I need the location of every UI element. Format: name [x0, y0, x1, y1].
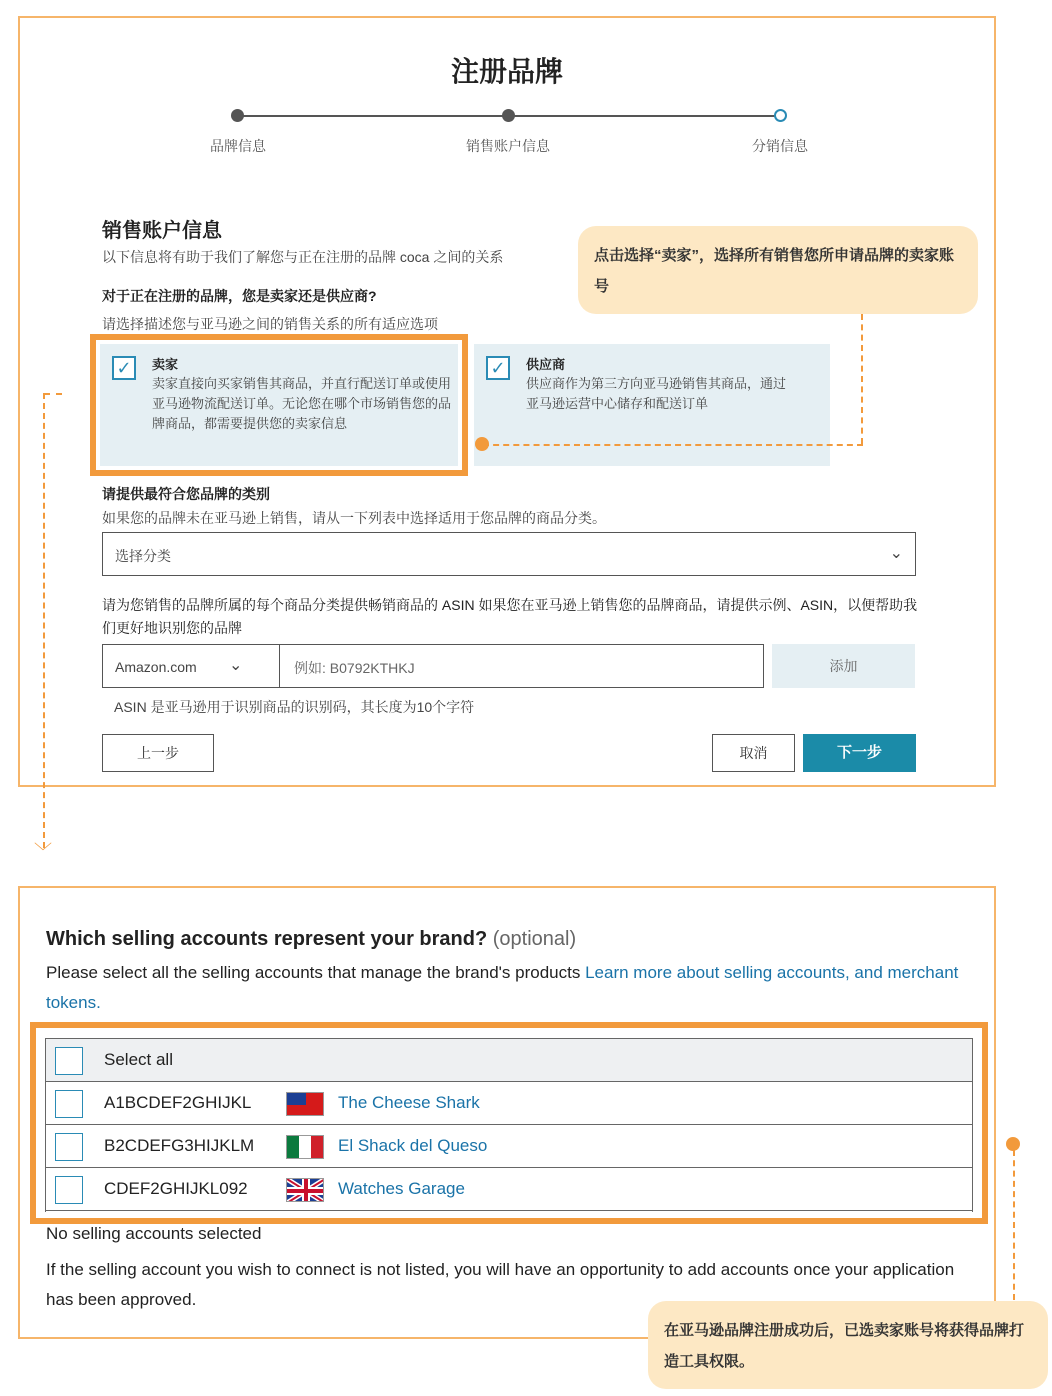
step-label: 销售账户信息 [466, 138, 550, 154]
category-select-value: 选择分类 [115, 548, 171, 564]
connector-line [861, 314, 863, 444]
selling-accounts-card [18, 886, 996, 1339]
chevron-down-icon: ⌄ [229, 657, 243, 674]
select-all-label: Select all [104, 1050, 173, 1069]
connector-dot [475, 437, 489, 451]
register-brand-card [18, 16, 996, 787]
step-dot-3 [774, 109, 787, 122]
account-checkbox[interactable] [55, 1133, 83, 1161]
back-button[interactable]: 上一步 [102, 734, 214, 772]
chevron-down-icon: ﹀ [34, 842, 52, 862]
learn-more-link[interactable]: Learn more about selling accounts, and merchant tokens. [46, 963, 959, 1012]
section-title: 销售账户信息 [102, 220, 222, 242]
connector-dot [1006, 1137, 1020, 1151]
vendor-option[interactable] [474, 344, 830, 466]
optional-label: (optional) [492, 928, 577, 950]
account-row[interactable] [46, 1082, 972, 1125]
chevron-down-icon: ⌄ [889, 545, 903, 562]
seller-desc: 卖家直接向买家销售其商品，并直行配送订单或使用亚马逊物流配送订单。无论您在哪个市场销售您的品牌商品，都需要提供您的卖家信息 [152, 376, 452, 431]
account-name-link[interactable]: Watches Garage [338, 1179, 465, 1198]
accounts-footer: If the selling account you wish to connect is not listed, you will have an opportunity to add accounts once your application has been approved. [46, 1260, 955, 1309]
accounts-heading: Which selling accounts represent your brand? (optional) [46, 928, 577, 950]
select-all-row[interactable] [46, 1039, 972, 1082]
step-dot-1 [231, 109, 244, 122]
account-id: CDEF2GHIJKL092 [104, 1179, 248, 1198]
connector-line [483, 444, 863, 446]
asin-help: ASIN 是亚马逊用于识别商品的识别码，其长度为10个字符 [114, 699, 475, 715]
category-label: 请提供最符合您品牌的类别 [102, 486, 270, 502]
account-id: B2CDEFG3HIJKLM [104, 1136, 255, 1155]
connector-line [1013, 1150, 1015, 1300]
account-row[interactable] [46, 1125, 972, 1168]
accounts-table [45, 1038, 973, 1212]
seller-title: 卖家 [152, 357, 179, 372]
connector-line [43, 393, 45, 848]
step-dot-2 [502, 109, 515, 122]
add-button[interactable]: 添加 [772, 644, 915, 688]
uk-flag-icon [286, 1178, 324, 1202]
step-label: 分销信息 [752, 138, 808, 154]
taiwan-flag-icon [286, 1092, 324, 1116]
asin-input[interactable]: 例如: B0792KTHKJ [279, 644, 764, 688]
accounts-desc: Please select all the selling accounts that manage the brand's products Learn more about selling accounts, and merchant tokens. [46, 963, 959, 1012]
next-button[interactable]: 下一步 [803, 734, 916, 772]
vendor-title: 供应商 [526, 357, 566, 372]
select-all-checkbox[interactable] [55, 1047, 83, 1075]
account-row[interactable] [46, 1168, 972, 1211]
category-select[interactable] [102, 532, 916, 576]
seller-checkbox[interactable]: ✓ [112, 356, 136, 380]
connector-line [44, 393, 62, 395]
account-name-link[interactable]: El Shack del Queso [338, 1136, 488, 1155]
mexico-flag-icon [286, 1135, 324, 1159]
annotation-note: 点击选择“卖家”，选择所有销售您所申请品牌的卖家账号 [578, 226, 978, 314]
vendor-desc: 供应商作为第三方向亚马逊销售其商品，通过亚马逊运营中心储存和配送订单 [526, 376, 787, 411]
category-hint: 如果您的品牌未在亚马逊上销售，请从一下列表中选择适用于您品牌的商品分类。 [102, 510, 606, 526]
page-title: 注册品牌 [450, 56, 563, 87]
question-hint: 请选择描述您与亚马逊之间的销售关系的所有适应选项 [102, 316, 438, 332]
vendor-checkbox[interactable]: ✓ [486, 356, 510, 380]
selection-status: No selling accounts selected [46, 1224, 262, 1243]
seller-option[interactable] [100, 344, 458, 466]
cancel-button[interactable]: 取消 [712, 734, 795, 772]
section-desc: 以下信息将有助于我们了解您与正在注册的品牌 coca 之间的关系 [102, 249, 504, 265]
account-name-link[interactable]: The Cheese Shark [338, 1093, 480, 1112]
asin-label: 请为您销售的品牌所属的每个商品分类提供畅销商品的 ASIN 如果您在亚马逊上销售您的品牌商品，请提供示例、ASIN，以便帮助我们更好地识别您的品牌 [102, 597, 918, 636]
account-checkbox[interactable] [55, 1176, 83, 1204]
question-label: 对于正在注册的品牌，您是卖家还是供应商? [102, 288, 377, 304]
marketplace-value: Amazon.com [115, 659, 197, 675]
step-label: 品牌信息 [210, 138, 266, 154]
account-id: A1BCDEF2GHIJKL [104, 1093, 252, 1112]
marketplace-select[interactable] [102, 644, 280, 688]
account-checkbox[interactable] [55, 1090, 83, 1118]
annotation-note: 在亚马逊品牌注册成功后，已选卖家账号将获得品牌打造工具权限。 [648, 1301, 1048, 1389]
